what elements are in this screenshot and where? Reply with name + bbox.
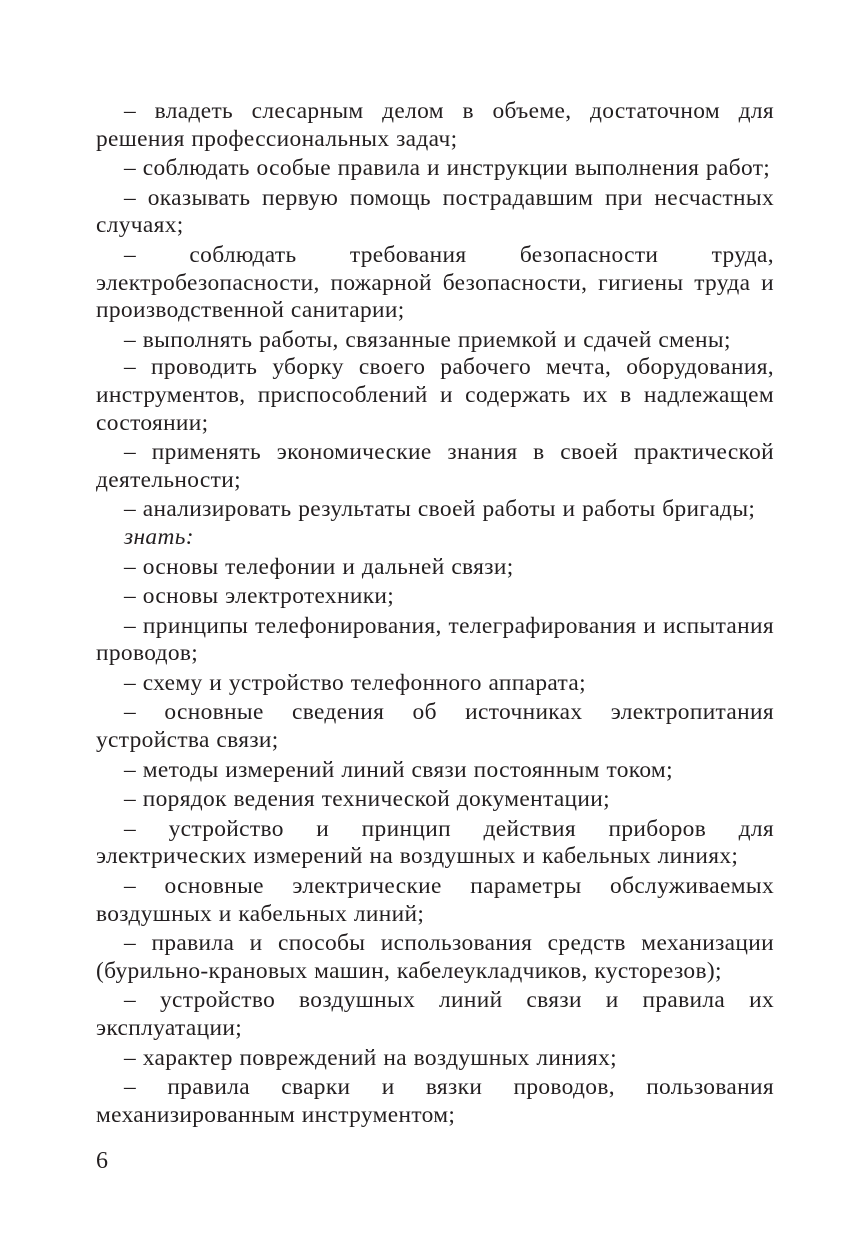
knowledge-item: – схему и устройство телефонного аппарата; (124, 669, 586, 696)
skill-item: – соблюдать особые правила и инструкции выполнения работ; (124, 155, 771, 182)
knowledge-item: – основные электрические параметры обслуживаемых воздушных и кабельных линий; (96, 873, 774, 927)
page-body (96, 98, 774, 1129)
skill-item: – применять экономические знания в своей практической деятельности; (96, 439, 774, 493)
page-number: 6 (96, 1148, 108, 1174)
knowledge-item: – основы электротехники; (124, 583, 395, 610)
knowledge-item: – основы телефонии и дальней связи; (124, 553, 514, 580)
skill-item: – выполнять работы, связанные приемкой и сдачей смены; (124, 326, 731, 353)
knowledge-item: – порядок ведения технической документации; (124, 786, 611, 813)
skill-item: – соблюдать требования безопасности труда, электробезопасности, пожарной безопасности, гигиены труда и производственной санитарии; (96, 241, 774, 324)
knowledge-item: – основные сведения об источниках электропитания устройства связи; (96, 699, 774, 754)
skill-item: – владеть слесарным делом в объеме, достаточном для решения профессиональных задач; (96, 98, 774, 152)
knowledge-item: – принципы телефонирования, телеграфирования и испытания проводов; (96, 612, 774, 667)
knowledge-item: – характер повреждений на воздушных линиях; (124, 1044, 618, 1071)
knowledge-item: – правила и способы использования средств механизации (бурильно-крановых машин, кабелеукладчиков, кусторезов); (96, 930, 774, 984)
skill-item: – проводить уборку своего рабочего мечта, оборудования, инструментов, приспособлений и содержать их в надлежащем состоянии; (96, 354, 774, 436)
knowledge-heading: знать: (124, 523, 194, 550)
knowledge-item: – устройство воздушных линий связи и правила их эксплуатации; (96, 987, 774, 1041)
knowledge-item: – методы измерений линий связи постоянным током; (124, 756, 673, 783)
skill-item: – оказывать первую помощь пострадавшим при несчастных случаях; (96, 184, 774, 239)
knowledge-item: – правила сварки и вязки проводов, пользования механизированным инструментом; (96, 1074, 774, 1128)
skill-item: – анализировать результаты своей работы и работы бригады; (124, 496, 756, 523)
knowledge-item: – устройство и принцип действия приборов для электрических измерений на воздушных и кабельных линиях; (96, 815, 774, 870)
